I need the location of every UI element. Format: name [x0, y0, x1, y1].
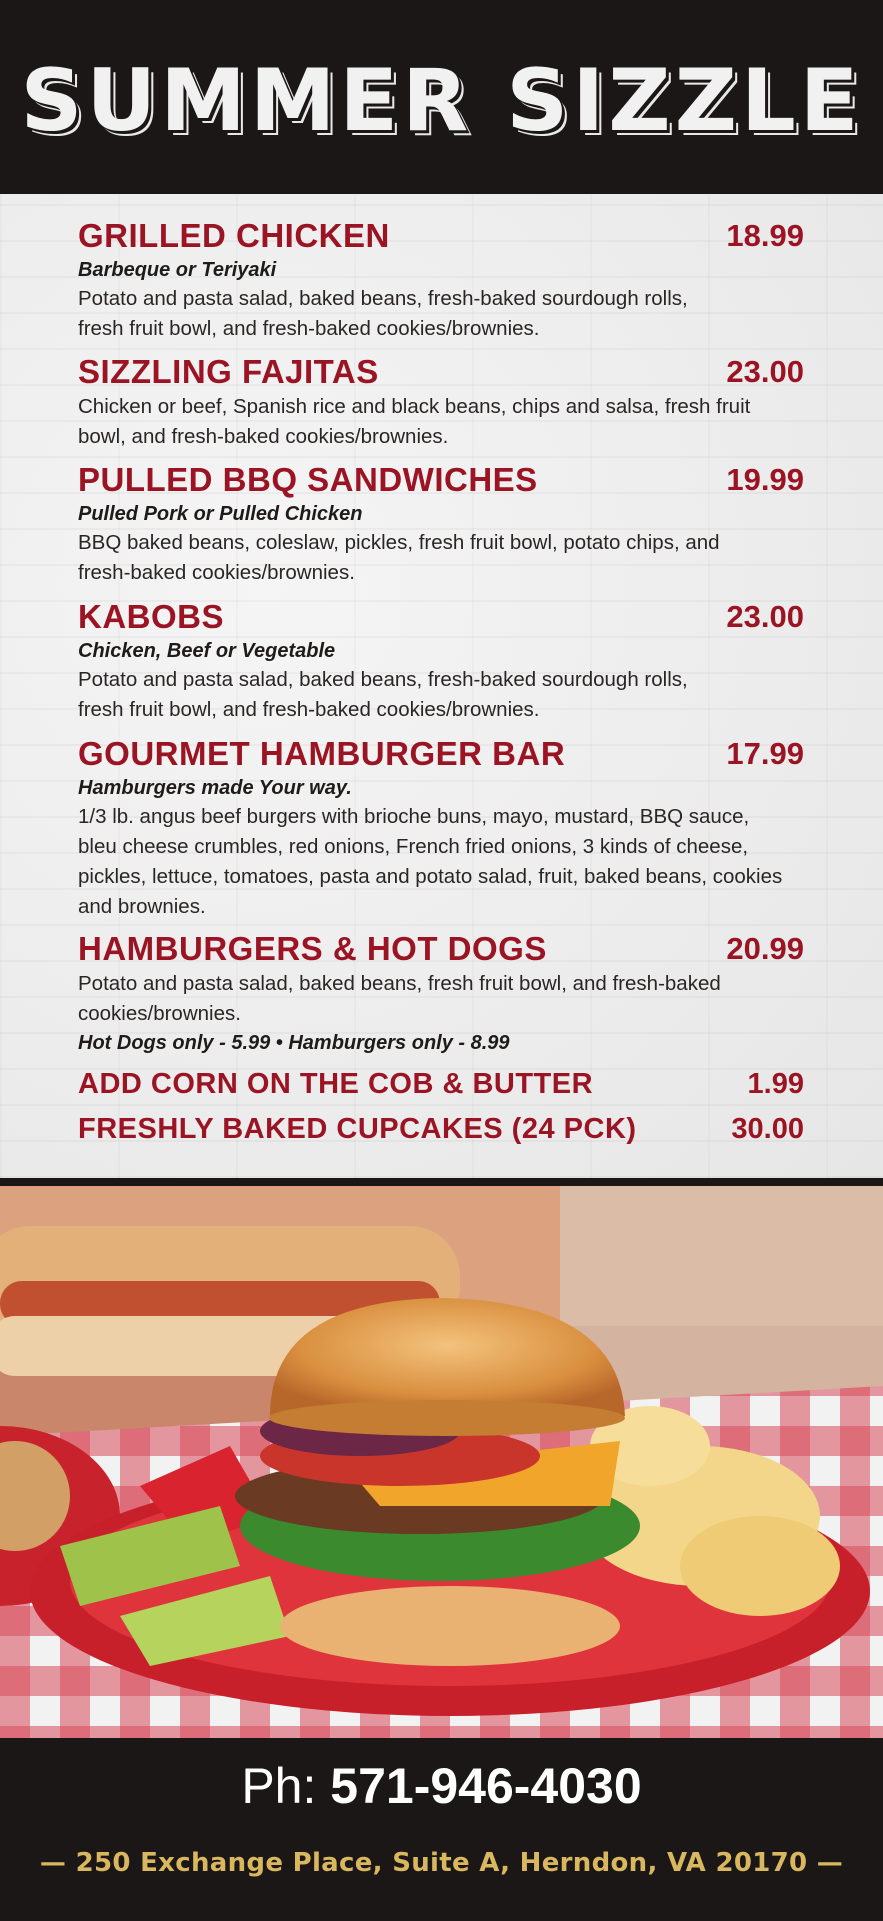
desc-line: Chicken or beef, Spanish rice and black beans, chips and salsa, fresh fruit: [78, 395, 751, 418]
phone-label: Ph:: [241, 1758, 331, 1814]
desc-line: pickles, lettuce, tomatoes, pasta and potato salad, fruit, baked beans, cookies: [78, 865, 783, 888]
item-name: PULLED BBQ SANDWICHES: [78, 461, 538, 498]
addon-corn: [78, 1064, 804, 1104]
item-price: 23.00: [726, 599, 804, 634]
header-band: [0, 0, 883, 194]
item-subtitle: Chicken, Beef or Vegetable: [78, 640, 336, 662]
item-name: KABOBS: [78, 598, 225, 635]
item-note: Hot Dogs only - 5.99 • Hamburgers only - 8.99: [78, 1032, 510, 1054]
item-subtitle: Pulled Pork or Pulled Chicken: [78, 503, 363, 525]
desc-line: Potato and pasta salad, baked beans, fresh-baked sourdough rolls,: [78, 287, 688, 310]
menu-section: [0, 194, 883, 1178]
item-description: [78, 528, 804, 588]
item-description: [78, 392, 804, 452]
desc-line: and brownies.: [78, 895, 206, 918]
item-subtitle: Hamburgers made Your way.: [78, 777, 352, 799]
address: — 250 Exchange Place, Suite A, Herndon, VA 20170 —: [39, 1848, 844, 1878]
desc-line: Potato and pasta salad, baked beans, fresh-baked sourdough rolls,: [78, 668, 688, 691]
item-price: 18.99: [726, 218, 804, 253]
desc-line: fresh fruit bowl, and fresh-baked cookies/brownies.: [78, 698, 540, 721]
item-subtitle: Barbeque or Teriyaki: [78, 259, 277, 281]
item-price: 23.00: [726, 354, 804, 389]
addon-name: FRESHLY BAKED CUPCAKES (24 PCK): [78, 1113, 637, 1145]
menu-item-kabobs: [78, 597, 804, 725]
desc-line: 1/3 lb. angus beef burgers with brioche buns, mayo, mustard, BBQ sauce,: [78, 805, 750, 828]
burger-plate-illustration: [0, 1186, 883, 1738]
footer-band: [0, 1738, 883, 1921]
item-price: 19.99: [726, 462, 804, 497]
menu-item-gourmet-hamburger-bar: [78, 734, 804, 922]
item-name: GRILLED CHICKEN: [78, 217, 390, 254]
item-price: 20.99: [726, 931, 804, 966]
item-description: [78, 665, 804, 725]
menu-item-hamburgers-hot-dogs: [78, 929, 804, 1057]
item-description: [78, 969, 804, 1029]
addon-cupcakes: [78, 1109, 804, 1149]
desc-line: bleu cheese crumbles, red onions, French fried onions, 3 kinds of cheese,: [78, 835, 749, 858]
addon-price: 1.99: [747, 1068, 804, 1100]
item-description: [78, 284, 804, 344]
menu-item-sizzling-fajitas: [78, 352, 804, 452]
food-photo: [0, 1186, 883, 1738]
page-title: SUMMER SIZZLE: [20, 51, 863, 151]
addon-price: 30.00: [731, 1113, 804, 1145]
phone-number[interactable]: 571-946-4030: [330, 1758, 642, 1814]
phone-line: [0, 1756, 883, 1816]
menu-item-grilled-chicken: [78, 216, 804, 344]
item-name: SIZZLING FAJITAS: [78, 353, 379, 390]
desc-line: cookies/brownies.: [78, 1002, 241, 1025]
item-description: [78, 802, 804, 922]
addon-name: ADD CORN ON THE COB & BUTTER: [78, 1068, 594, 1100]
item-name: GOURMET HAMBURGER BAR: [78, 735, 566, 772]
menu-item-pulled-bbq-sandwiches: [78, 460, 804, 588]
desc-line: fresh-baked cookies/brownies.: [78, 561, 355, 584]
item-name: HAMBURGERS & HOT DOGS: [78, 930, 547, 967]
desc-line: BBQ baked beans, coleslaw, pickles, fresh fruit bowl, potato chips, and: [78, 531, 720, 554]
desc-line: bowl, and fresh-baked cookies/brownies.: [78, 425, 449, 448]
desc-line: Potato and pasta salad, baked beans, fresh fruit bowl, and fresh-baked: [78, 972, 721, 995]
desc-line: fresh fruit bowl, and fresh-baked cookies/brownies.: [78, 317, 540, 340]
item-price: 17.99: [726, 736, 804, 771]
